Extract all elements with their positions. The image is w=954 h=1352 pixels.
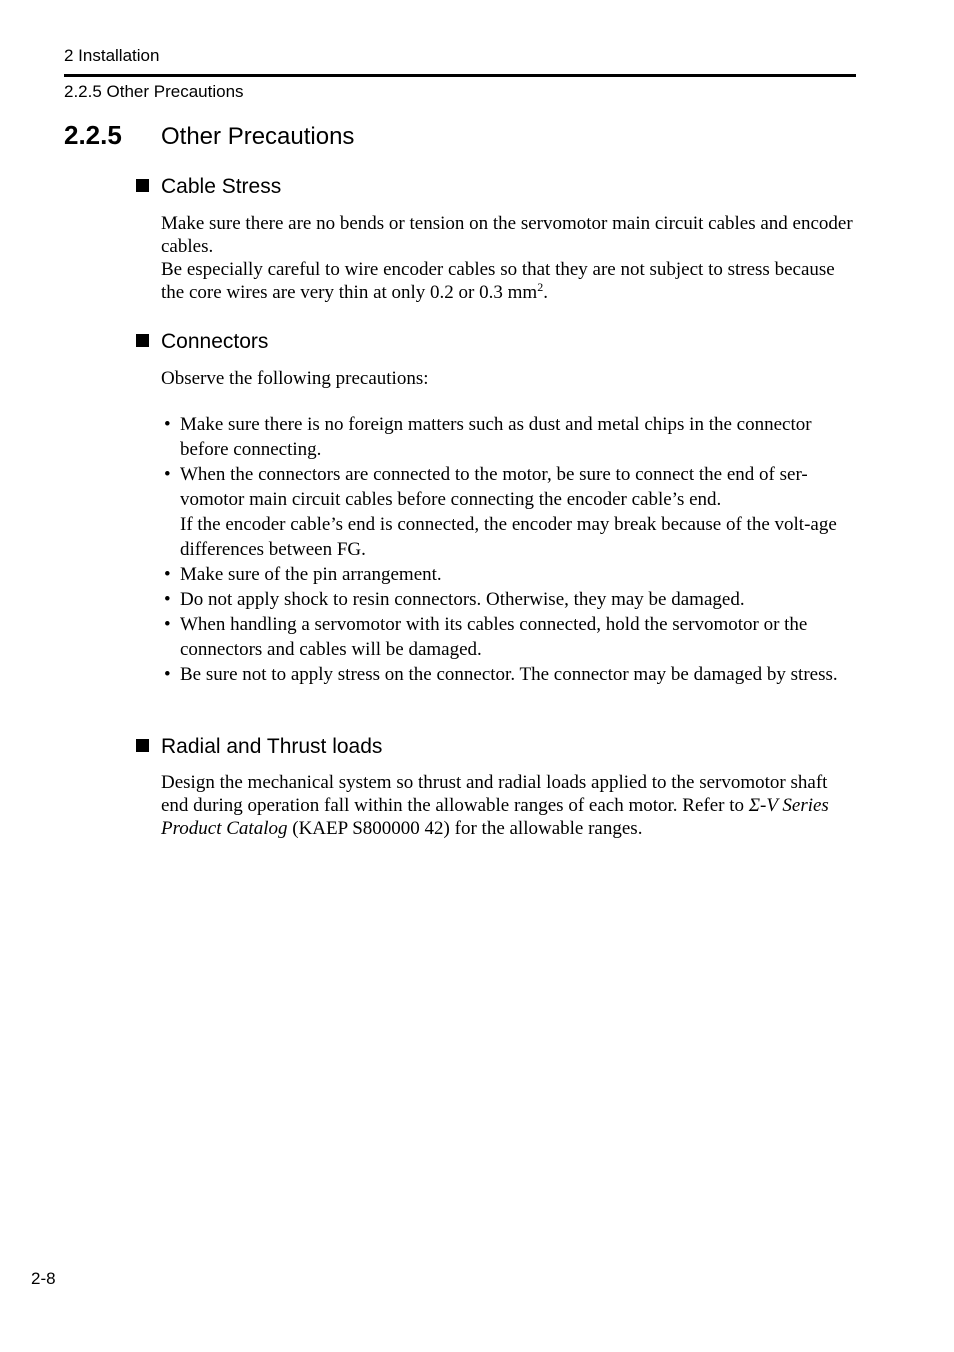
page-number: 2-8 [31, 1269, 56, 1288]
cable-stress-paragraph-1: Make sure there are no bends or tension on the servomotor main circuit cables and encoder cables. [161, 213, 853, 257]
list-item [161, 662, 861, 687]
radial-thrust-heading [136, 734, 382, 760]
bullet-icon: • [164, 614, 171, 635]
section-number: 2.2.5 [64, 120, 122, 150]
square-bullet-icon [136, 739, 149, 752]
cable-stress-heading [136, 174, 281, 200]
list-item-text: Make sure of the pin arrangement. [180, 564, 442, 585]
chapter-label: 2 Installation [64, 46, 160, 65]
list-item-text: Be sure not to apply stress on the connector. The connector may be damaged by stress. [180, 664, 838, 685]
list-item [161, 462, 861, 562]
list-item [161, 612, 861, 662]
bullet-icon: • [164, 664, 171, 685]
bullet-icon: • [164, 564, 171, 585]
radial-thrust-paragraph-text: Design the mechanical system so thrust and radial loads applied to the servomotor shaft end during operation fall within the allowable ranges of each motor. Refer to [161, 772, 828, 816]
list-item-continuation: If the encoder cable’s end is connected, the encoder may break because of the volt-age differences between FG. [180, 514, 837, 560]
connectors-heading-text: Connectors [161, 330, 269, 353]
bullet-icon: • [164, 589, 171, 610]
bullet-icon: • [164, 414, 171, 435]
period: . [543, 282, 548, 303]
catalog-title: Σ-V Series Product Catalog [161, 795, 829, 839]
radial-thrust-paragraph-end: (KAEP S800000 42) for the allowable ranges. [292, 818, 643, 839]
cable-stress-paragraph-2 [161, 258, 861, 304]
section-title-text: Other Precautions [161, 123, 355, 150]
section-title [64, 120, 354, 152]
running-head [64, 46, 856, 102]
list-item-text: Make sure there is no foreign matters such as dust and metal chips in the connector before connecting. [180, 414, 812, 460]
radial-thrust-paragraph [161, 771, 851, 840]
radial-thrust-heading-text: Radial and Thrust loads [161, 735, 383, 758]
list-item-text: When the connectors are connected to the motor, be sure to connect the end of ser-vomotor main circuit cables before connecting the encoder cable’s end. [180, 464, 808, 510]
connectors-intro: Observe the following precautions: [161, 368, 429, 389]
list-item [161, 587, 861, 612]
list-item-text: When handling a servomotor with its cables connected, hold the servomotor or the connectors and cables will be damaged. [180, 614, 808, 660]
connectors-precaution-list [161, 412, 861, 687]
superscript: 2 [537, 280, 544, 294]
square-bullet-icon [136, 334, 149, 347]
bullet-icon: • [164, 464, 171, 485]
list-item [161, 562, 861, 587]
square-bullet-icon [136, 179, 149, 192]
header-rule [64, 74, 856, 77]
cable-stress-paragraph-2-text: Be especially careful to wire encoder cables so that they are not subject to stress because the core wires are very thin at only 0.2 or 0.3 mm [161, 259, 835, 303]
connectors-heading [136, 329, 268, 355]
list-item-text: Do not apply shock to resin connectors. Otherwise, they may be damaged. [180, 589, 745, 610]
cable-stress-heading-text: Cable Stress [161, 175, 282, 198]
list-item [161, 412, 861, 462]
subsection-label: 2.2.5 Other Precautions [64, 82, 244, 101]
